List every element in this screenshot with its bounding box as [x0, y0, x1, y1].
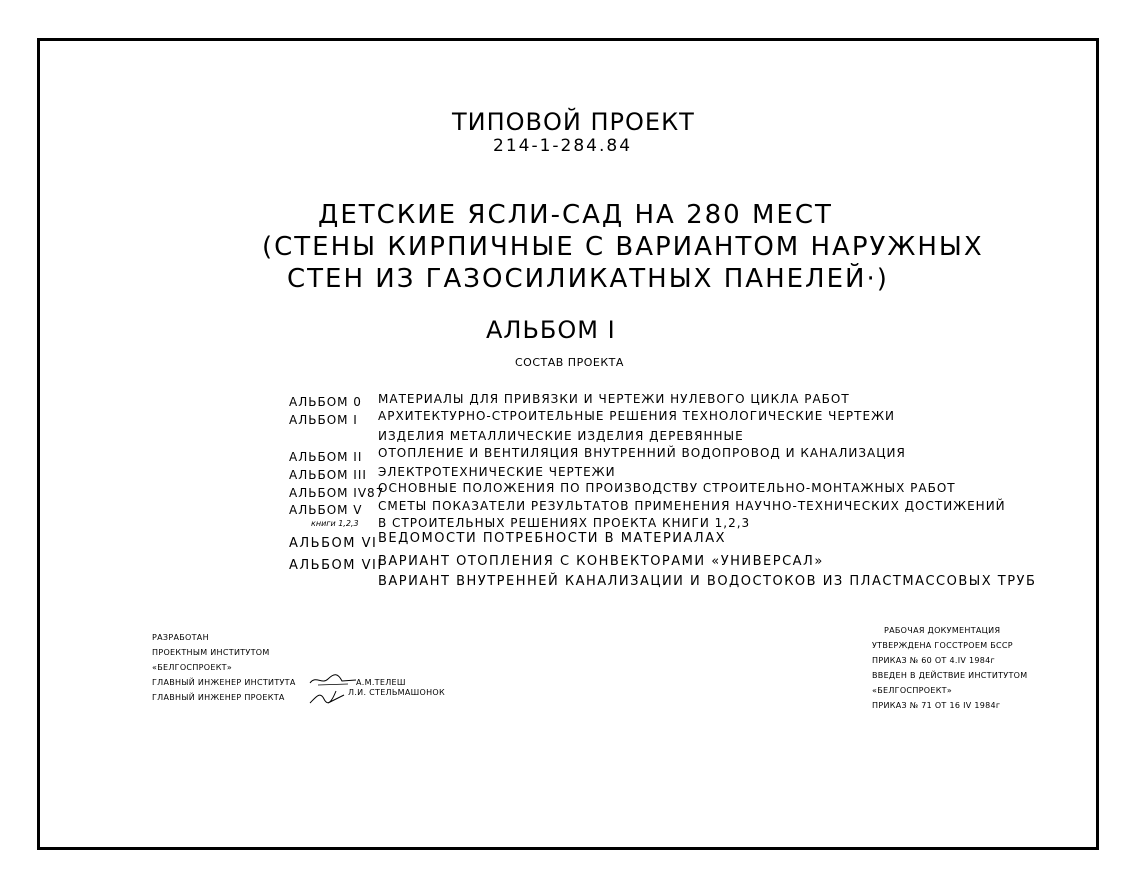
list-item-label: АЛЬБОМ I	[289, 413, 358, 427]
approval-line: ПРИКАЗ № 71 ОТ 16 IV 1984г	[872, 701, 1001, 710]
list-item-text: МАТЕРИАЛЫ ДЛЯ ПРИВЯЗКИ И ЧЕРТЕЖИ НУЛЕВОГО ЦИКЛА РАБОТ	[378, 392, 850, 406]
list-item-text: ОСНОВНЫЕ ПОЛОЖЕНИЯ ПО ПРОИЗВОДСТВУ СТРОИТЕЛЬНО-МОНТАЖНЫХ РАБОТ	[378, 481, 956, 495]
list-item-label: АЛЬБОМ 0	[289, 395, 362, 409]
chief-engineer-label: ГЛАВНЫЙ ИНЖЕНЕР ИНСТИТУТА	[152, 678, 296, 687]
list-item-label: книги 1,2,3	[311, 519, 359, 528]
drawing-frame	[37, 38, 1099, 850]
list-item-text: ИЗДЕЛИЯ МЕТАЛЛИЧЕСКИЕ ИЗДЕЛИЯ ДЕРЕВЯННЫЕ	[378, 429, 744, 443]
developer-line: «БЕЛГОСПРОЕКТ»	[152, 663, 233, 672]
approval-line: ПРИКАЗ № 60 ОТ 4.IV 1984г	[872, 656, 996, 665]
project-engineer-name: Л.И. СТЕЛЬМАШОНОК	[348, 688, 445, 697]
list-item-text: ВАРИАНТ ОТОПЛЕНИЯ С КОНВЕКТОРАМИ «УНИВЕРСАЛ»	[378, 554, 824, 569]
approval-line: «БЕЛГОСПРОЕКТ»	[872, 686, 953, 695]
list-item-label: АЛЬБОМ VI	[289, 536, 378, 551]
project-type-title: ТИПОВОЙ ПРОЕКТ	[452, 108, 695, 136]
project-engineer-label: ГЛАВНЫЙ ИНЖЕНЕР ПРОЕКТА	[152, 693, 285, 702]
project-name-line1: ДЕТСКИЕ ЯСЛИ-САД НА 280 МЕСТ	[318, 200, 833, 230]
list-item-label: АЛЬБОМ II	[289, 450, 363, 464]
approval-line: УТВЕРЖДЕНА ГОССТРОЕМ БССР	[872, 641, 1013, 650]
list-item-label: АЛЬБОМ V	[289, 503, 363, 517]
list-item-text: СМЕТЫ ПОКАЗАТЕЛИ РЕЗУЛЬТАТОВ ПРИМЕНЕНИЯ НАУЧНО-ТЕХНИЧЕСКИХ ДОСТИЖЕНИЙ	[378, 499, 1006, 513]
list-item-text: ЭЛЕКТРОТЕХНИЧЕСКИЕ ЧЕРТЕЖИ	[378, 465, 616, 479]
list-item-text: В СТРОИТЕЛЬНЫХ РЕШЕНИЯХ ПРОЕКТА КНИГИ 1,2,3	[378, 516, 751, 530]
list-item-text: АРХИТЕКТУРНО-СТРОИТЕЛЬНЫЕ РЕШЕНИЯ ТЕХНОЛОГИЧЕСКИЕ ЧЕРТЕЖИ	[378, 409, 895, 423]
approval-line: РАБОЧАЯ ДОКУМЕНТАЦИЯ	[884, 626, 1001, 635]
list-item-label: АЛЬБОМ III	[289, 468, 367, 482]
project-code: 214-1-284.84	[493, 136, 633, 156]
list-item-label: АЛЬБОМ VII	[289, 558, 383, 573]
list-item-label: АЛЬБОМ IV87	[289, 486, 385, 500]
project-name-line2: (СТЕНЫ КИРПИЧНЫЕ С ВАРИАНТОМ НАРУЖНЫХ	[262, 232, 984, 262]
developer-line: ПРОЕКТНЫМ ИНСТИТУТОМ	[152, 648, 270, 657]
album-title: АЛЬБОМ I	[486, 316, 616, 344]
list-item-text: ВЕДОМОСТИ ПОТРЕБНОСТИ В МАТЕРИАЛАХ	[378, 531, 726, 546]
chief-engineer-name: А.М.ТЕЛЕШ	[356, 678, 406, 687]
project-name-line3: СТЕН ИЗ ГАЗОСИЛИКАТНЫХ ПАНЕЛЕЙ·)	[287, 264, 889, 294]
composition-title: СОСТАВ ПРОЕКТА	[515, 356, 624, 369]
signature-icon	[308, 687, 348, 707]
list-item-text: ВАРИАНТ ВНУТРЕННЕЙ КАНАЛИЗАЦИИ И ВОДОСТОКОВ ИЗ ПЛАСТМАССОВЫХ ТРУБ	[378, 574, 1037, 589]
approval-line: ВВЕДЕН В ДЕЙСТВИЕ ИНСТИТУТОМ	[872, 671, 1028, 680]
list-item-text: ОТОПЛЕНИЕ И ВЕНТИЛЯЦИЯ ВНУТРЕННИЙ ВОДОПРОВОД И КАНАЛИЗАЦИЯ	[378, 446, 906, 460]
developer-line: РАЗРАБОТАН	[152, 633, 209, 642]
